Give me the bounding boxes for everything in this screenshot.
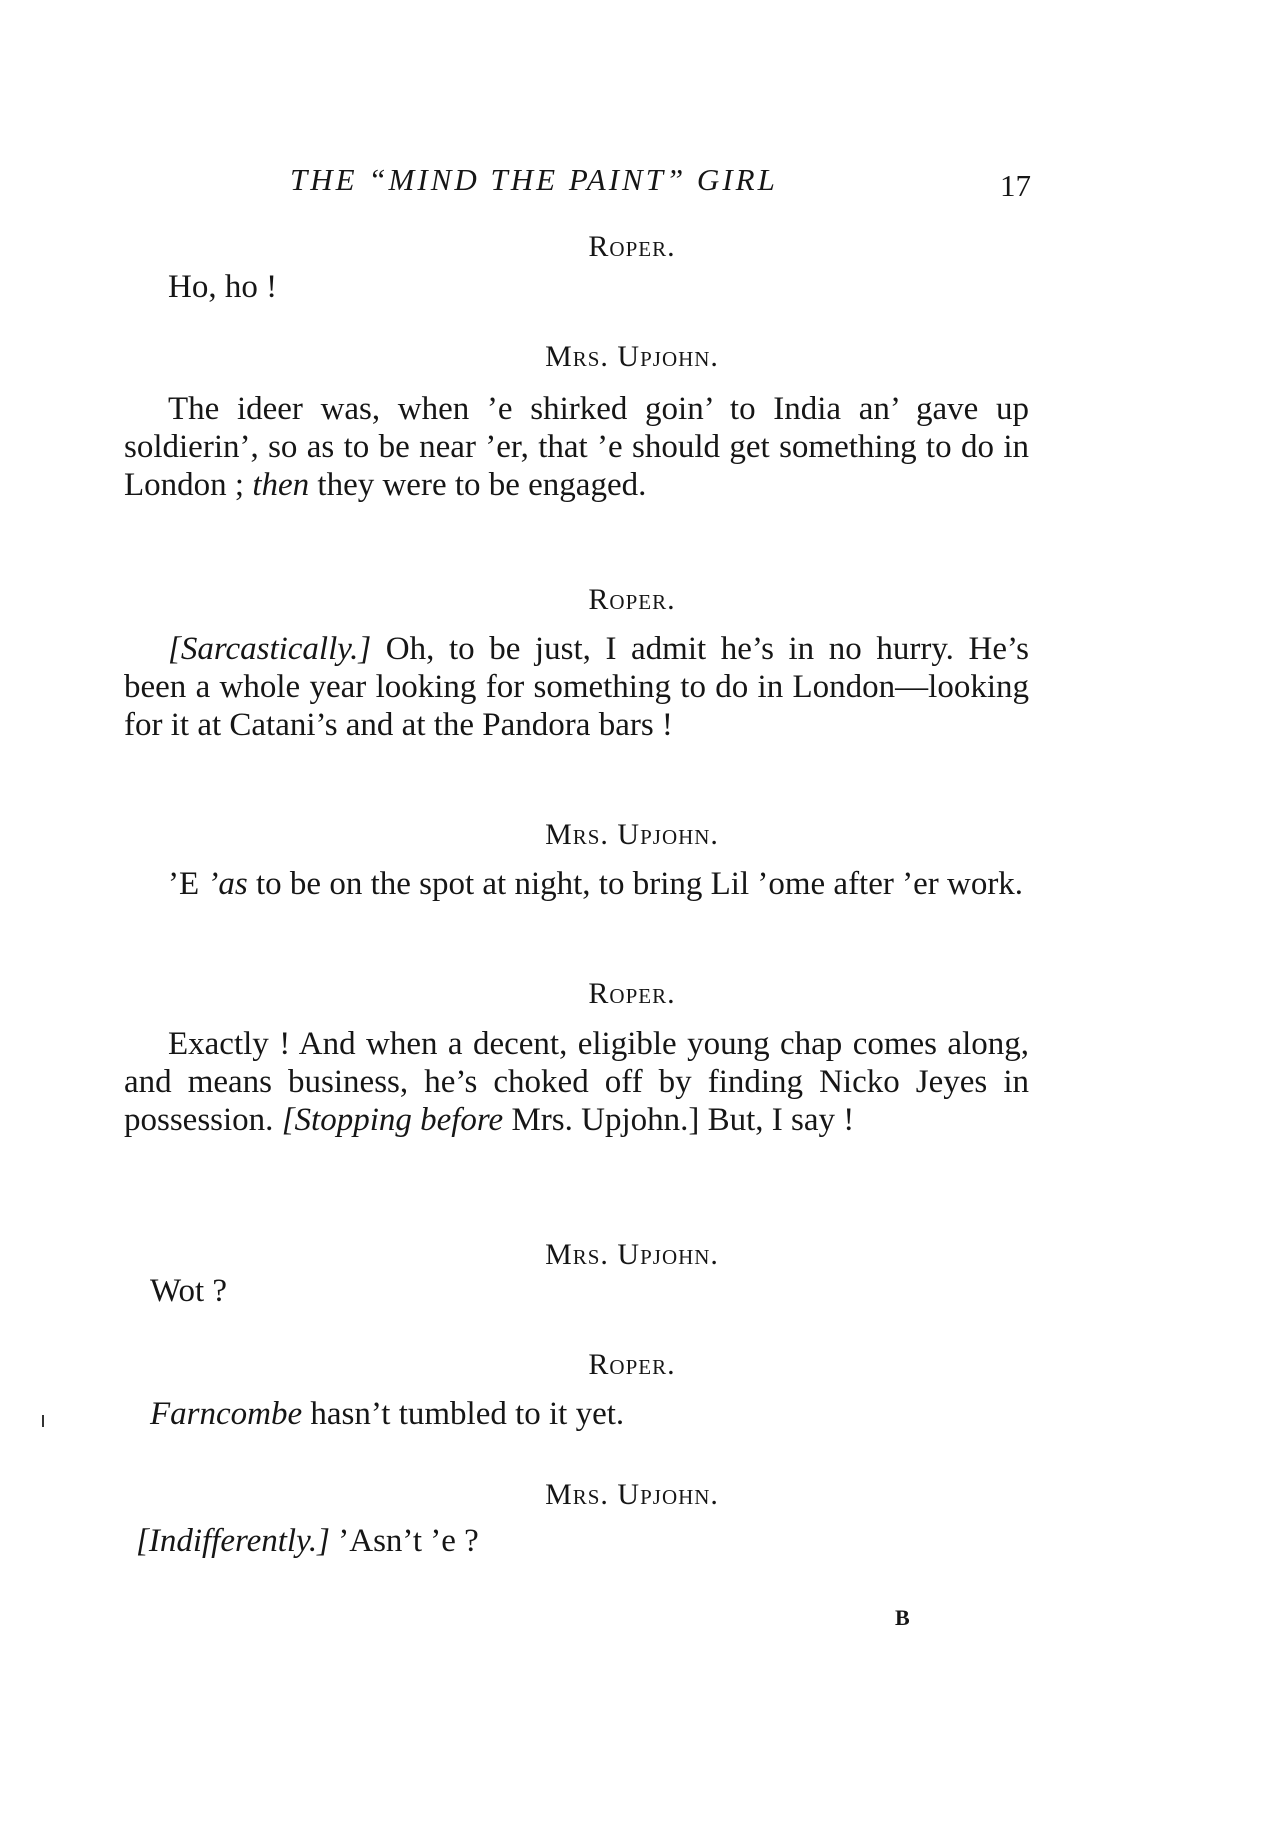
- speech-text: [168, 268, 1073, 306]
- speech-text: [136, 1522, 1041, 1560]
- speaker-name: Roper.: [588, 1348, 676, 1381]
- speech-line: ’Asn’t ’e ?: [330, 1523, 479, 1559]
- speaker-name: Roper.: [588, 583, 676, 616]
- speaker-name: Roper.: [588, 977, 676, 1010]
- page-header: [0, 162, 1264, 202]
- running-title: THE “MIND THE PAINT” GIRL: [290, 162, 778, 197]
- speech-line: Ho, ho !: [168, 269, 278, 305]
- speaker-name: Mrs. Upjohn.: [545, 1478, 719, 1511]
- speech-line: The ideer was, when ’e shirked goin’ to India an’ gave up soldierin’, so as to be near ’er, that ’e should get something to do in London ;: [124, 391, 1029, 503]
- speech-text: [150, 1395, 1055, 1433]
- speech-line: to be on the spot at night, to bring Lil ’ome after ’er work.: [247, 866, 1024, 902]
- speech-line: Mrs. Upjohn.] But, I say !: [503, 1102, 855, 1138]
- speech-line: they were to be engaged.: [309, 467, 647, 503]
- speech-text: [150, 1272, 1055, 1310]
- margin-mark: [42, 1415, 44, 1427]
- emphasis: Farncombe: [150, 1396, 303, 1432]
- speech-line: Oh, to be just, I admit he’s in no hurry. He’s been a whole year looking for something to do in London—looking for it at Catani’s and at the Pandora bars !: [124, 631, 1029, 743]
- stage-direction: [Sarcastically.]: [168, 631, 372, 667]
- speech-line: Exactly ! And when a decent, eligible young chap comes along, and means business, he’s choked off by finding Nicko Jeyes in possession.: [124, 1026, 1029, 1138]
- stage-direction: [Indifferently.]: [136, 1523, 331, 1559]
- speech-line: ’E: [168, 866, 208, 902]
- speech-text: [124, 390, 1029, 504]
- signature-mark: B: [895, 1605, 910, 1630]
- speaker-name: Mrs. Upjohn.: [545, 818, 719, 851]
- emphasis: then: [252, 467, 310, 503]
- speech-text: [124, 865, 1029, 903]
- speech-line: hasn’t tumbled to it yet.: [302, 1396, 625, 1432]
- stage-direction: [Stopping before: [281, 1102, 504, 1138]
- emphasis: ’as: [207, 866, 248, 902]
- speech-text: [124, 630, 1029, 744]
- speech-line: Wot ?: [150, 1273, 228, 1309]
- speaker-name: Roper.: [588, 230, 676, 263]
- page-number: 17: [1000, 168, 1031, 203]
- speech-text: [124, 1025, 1029, 1139]
- speaker-name: Mrs. Upjohn.: [545, 340, 719, 373]
- speaker-name: Mrs. Upjohn.: [545, 1238, 719, 1271]
